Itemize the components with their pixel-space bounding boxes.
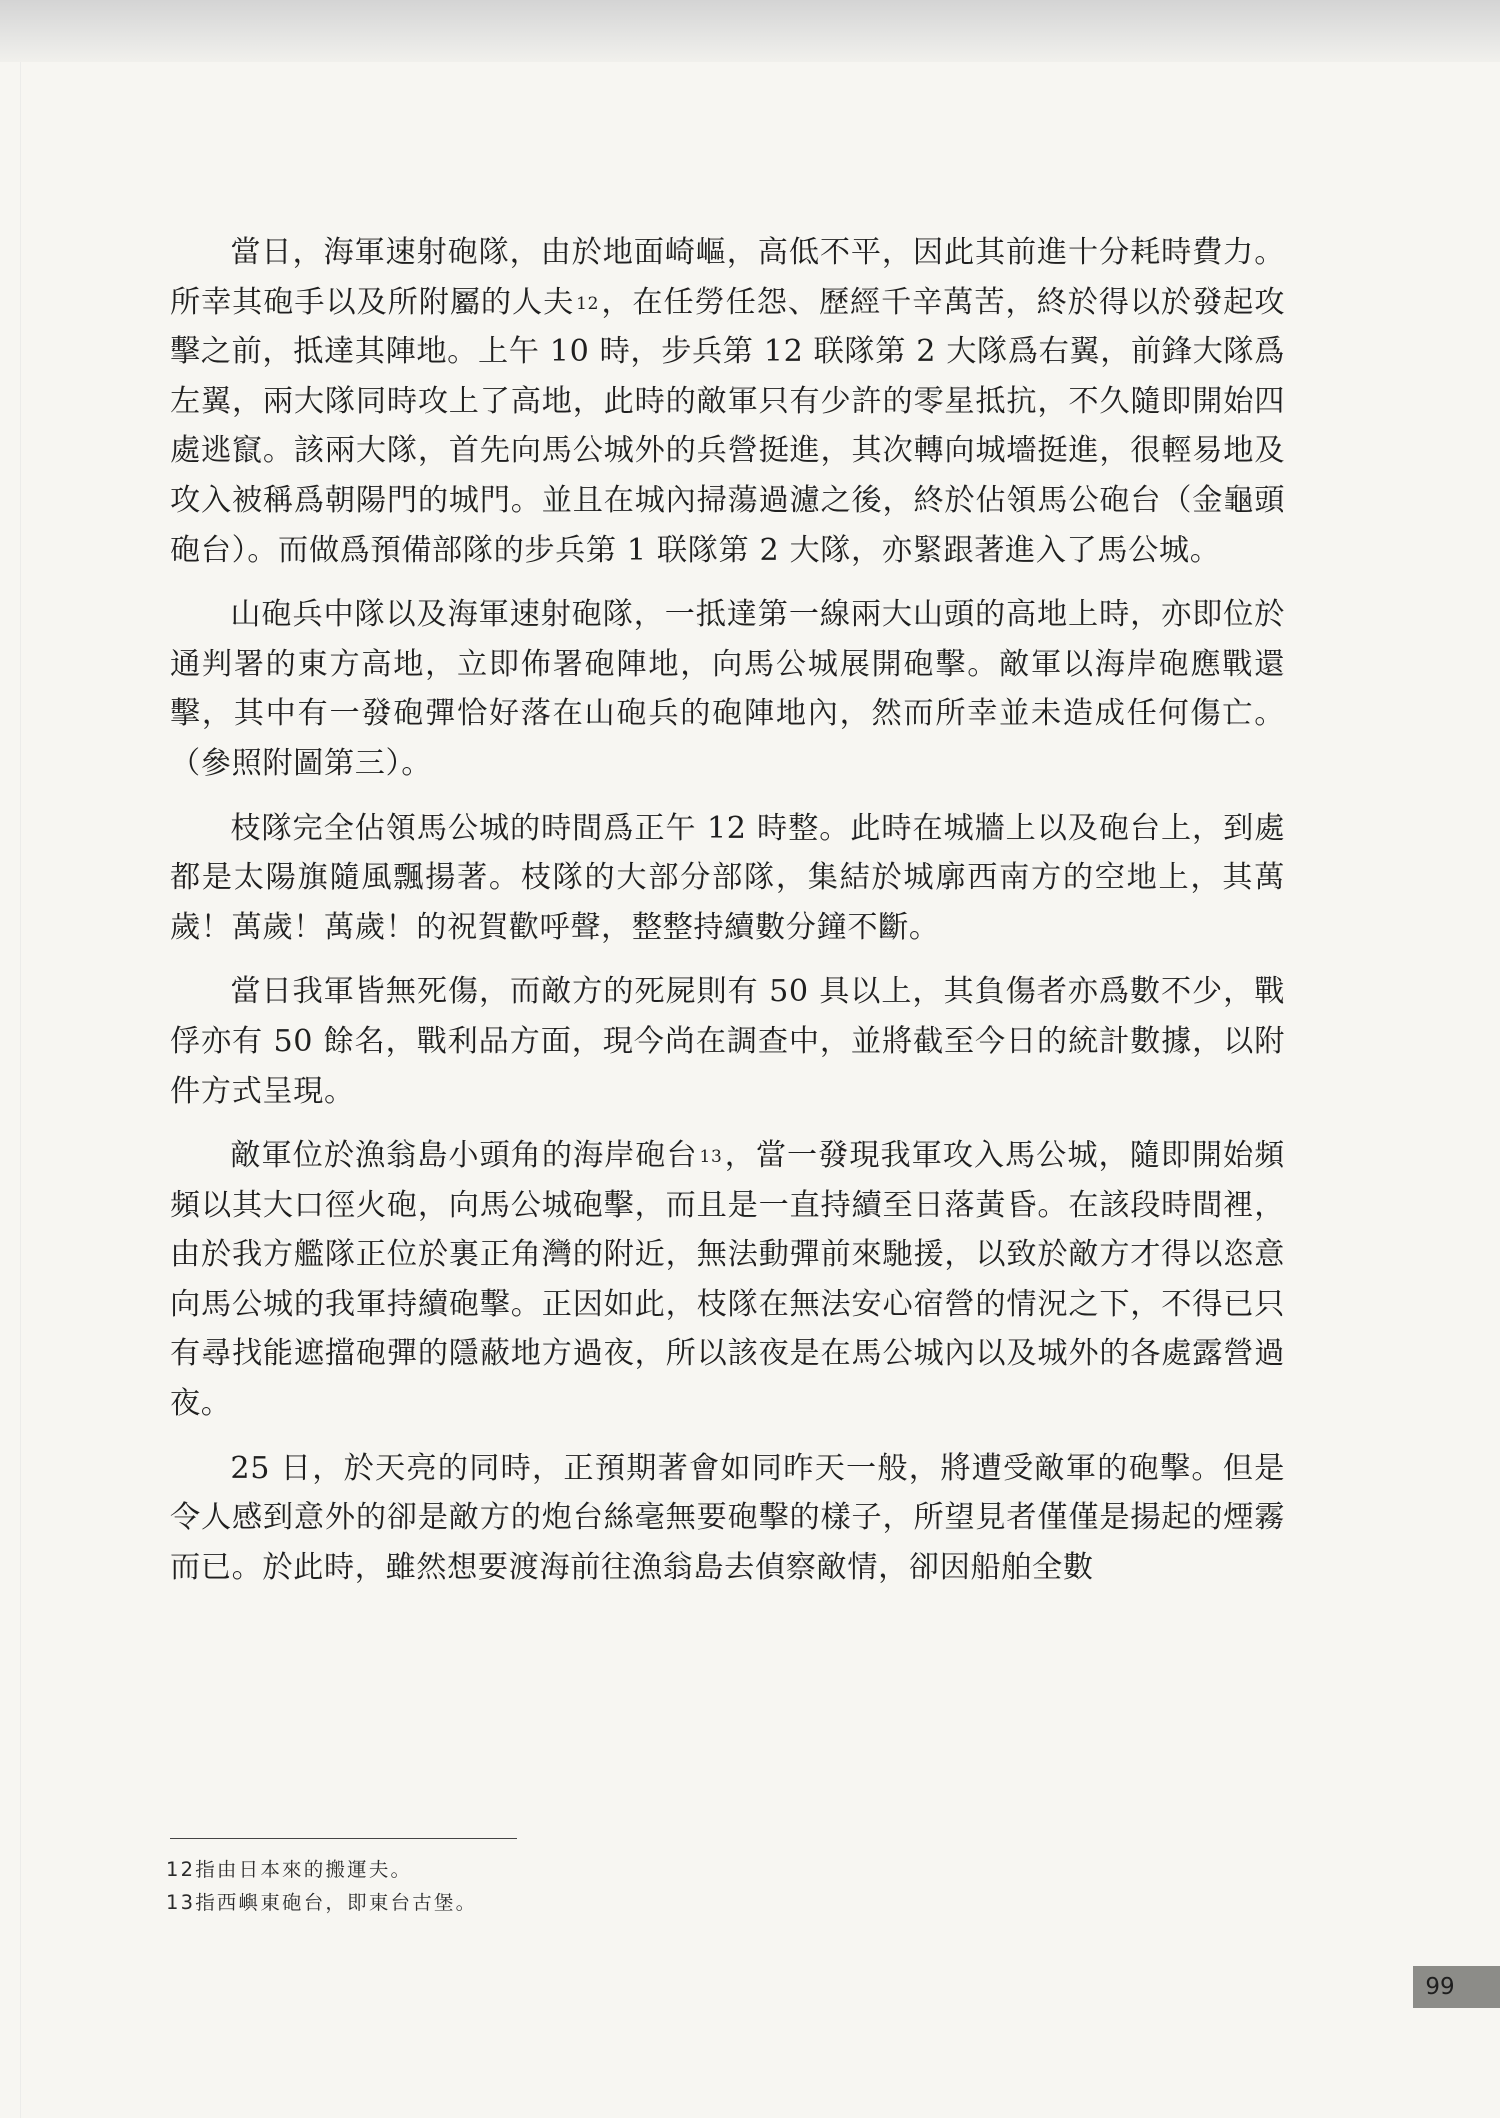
footnotes (166, 1853, 1066, 1919)
body-text (170, 228, 1285, 1607)
scan-top-band (0, 0, 1500, 62)
paragraph-1-text-b: ，在任勞任怨、歷經千辛萬苦，終於得以於發起攻擊之前，抵達其陣地。上午 10 時，步兵第 12 联隊第 2 大隊爲右翼，前鋒大隊爲左翼，兩大隊同時攻上了高地，此時的敵軍只有少許的零星抵抗，不久隨即開始四處逃竄。該兩大隊，首先向馬公城外的兵營挺進，其次轉向城墻挺進，很輕易地及攻入被稱爲朝陽門的城門。並且在城內掃蕩過濾之後，終於佔領馬公砲台（金龜頭砲台）。而做爲預備部隊的步兵第 1 联隊第 2 大隊，亦緊跟著進入了馬公城。 (170, 284, 1285, 568)
footnote-ref-12: 12 (576, 293, 600, 314)
paragraph-1-text-a: 當日，海軍速射砲隊，由於地面崎嶇，高低不平，因此其前進十分耗時費力。所幸其砲手以及所附屬的人夫 (170, 235, 1285, 320)
footnote-13: 13指西嶼東砲台，即東台古堡。 (166, 1891, 478, 1914)
paragraph-6: 25 日，於天亮的同時，正預期著會如同昨天一般，將遭受敵軍的砲擊。但是令人感到意外的卻是敵方的炮台絲毫無要砲擊的樣子，所望見者僅僅是揚起的煙霧而已。於此時，雖然想要渡海前往漁翁島去偵察敵情，卻因船舶全數 (170, 1450, 1285, 1585)
paragraph-5-text-b: ，當一發現我軍攻入馬公城，隨即開始頻頻以其大口徑火砲，向馬公城砲擊，而且是一直持續至日落黃昏。在該段時間裡，由於我方艦隊正位於裏正角灣的附近，無法動彈前來馳援，以致於敵方才得以恣意向馬公城的我軍持續砲擊。正因如此，枝隊在無法安心宿營的情況之下，不得已只有尋找能遮擋砲彈的隱蔽地方過夜，所以該夜是在馬公城內以及城外的各處露營過夜。 (170, 1138, 1285, 1422)
paragraph-5-text-a: 敵軍位於漁翁島小頭角的海岸砲台 (230, 1138, 698, 1174)
page-number: 99 (1425, 1974, 1455, 2000)
scan-margin-line (20, 62, 21, 2118)
footnote-12: 12指由日本來的搬運夫。 (166, 1858, 413, 1881)
paragraph-4: 當日我軍皆無死傷，而敵方的死屍則有 50 具以上，其負傷者亦爲數不少，戰俘亦有 50 餘名，戰利品方面，現今尚在調查中，並將截至今日的統計數據，以附件方式呈現。 (170, 974, 1285, 1109)
paragraph-3: 枝隊完全佔領馬公城的時間爲正午 12 時整。此時在城牆上以及砲台上，到處都是太陽旗隨風飄揚著。枝隊的大部分部隊，集結於城廓西南方的空地上，其萬歲！萬歲！萬歲！的祝賀歡呼聲，整整持續數分鐘不斷。 (170, 810, 1285, 945)
paragraph-1 (170, 228, 1285, 575)
footnote-ref-13: 13 (699, 1147, 723, 1168)
paragraph-5 (170, 1131, 1285, 1429)
paragraph-2: 山砲兵中隊以及海軍速射砲隊，一抵達第一線兩大山頭的高地上時，亦即位於通判署的東方高地，立即佈署砲陣地，向馬公城展開砲擊。敵軍以海岸砲應戰還擊，其中有一發砲彈恰好落在山砲兵的砲陣地內，然而所幸並未造成任何傷亡。（參照附圖第三）。 (170, 597, 1285, 781)
footnote-divider (170, 1838, 517, 1839)
